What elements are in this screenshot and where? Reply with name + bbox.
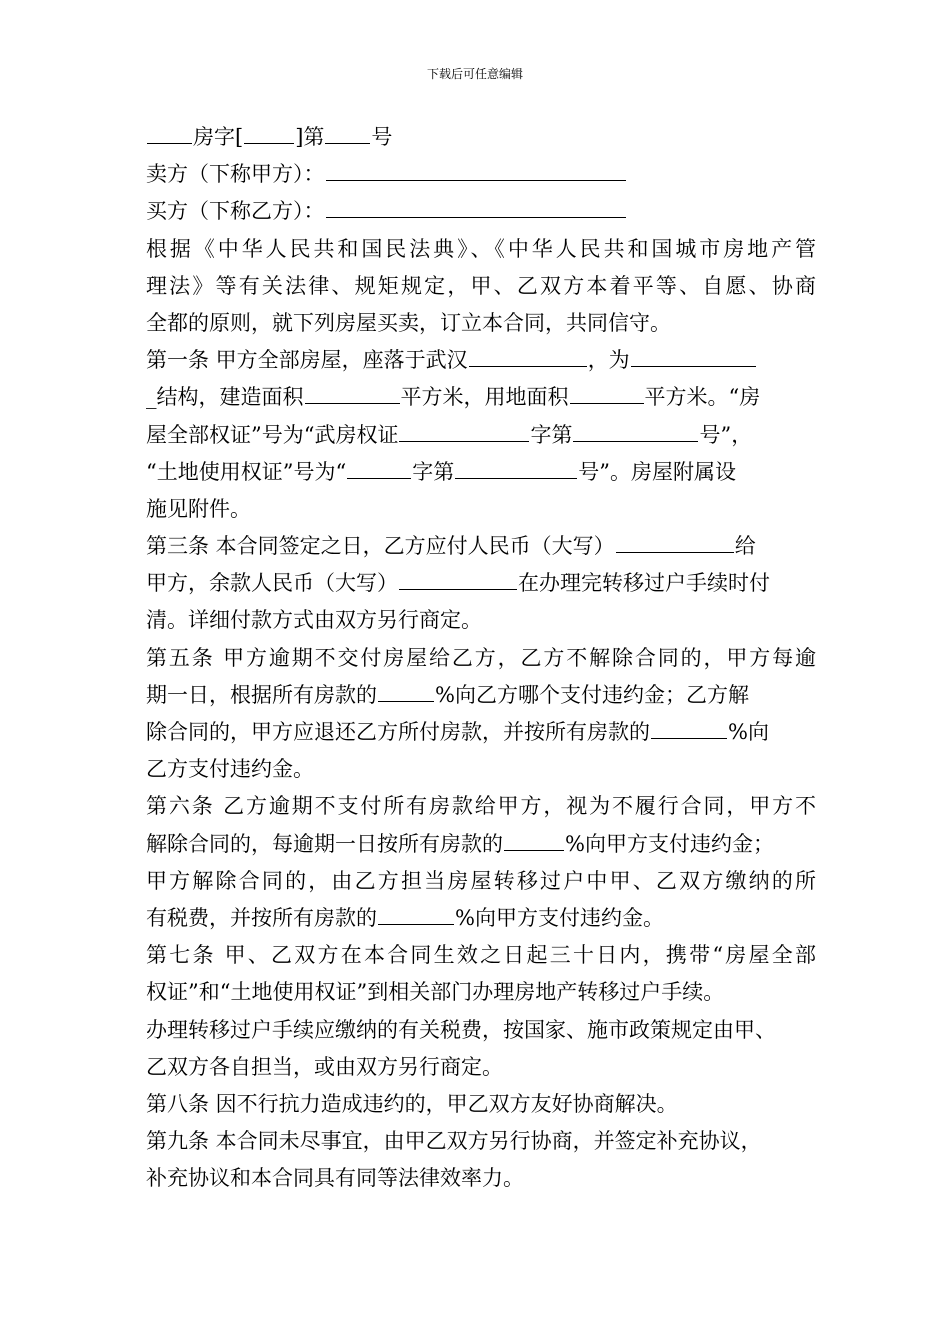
location-field[interactable] — [469, 344, 587, 367]
text: 第三条 本合同签定之日，乙方应付人民币（大写） — [146, 534, 615, 559]
text: “土地使用权证”号为“ — [146, 459, 347, 484]
paragraph-line: 办理转移过户手续应缴纳的有关税费，按国家、施市政策规定由甲、 — [146, 1017, 776, 1042]
text: _结构，建造面积 — [146, 385, 304, 410]
seller-field[interactable] — [326, 158, 626, 181]
page-header-note: 下载后可任意编辑 — [426, 67, 523, 81]
paragraph-line: 第八条 因不行抗力造成违约的，甲乙双方友好协商解决。 — [146, 1091, 678, 1116]
paragraph-line: 清。详细付款方式由双方另行商定。 — [146, 608, 482, 633]
article-1-line — [146, 342, 816, 379]
text: 号 — [371, 125, 393, 149]
text: 甲方，余款人民币（大写） — [146, 571, 398, 596]
seller-line — [146, 156, 816, 193]
text: 字第 — [530, 422, 573, 447]
property-cert-number-field[interactable] — [573, 419, 698, 442]
article-3-line — [146, 565, 816, 602]
land-cert-number-field[interactable] — [455, 456, 577, 479]
penalty-rate-field[interactable] — [378, 902, 454, 925]
buyer-field[interactable] — [326, 195, 626, 218]
text: 号”， — [699, 422, 753, 447]
paragraph-line: 补充协议和本合同具有同等法律效率力。 — [146, 1166, 524, 1191]
paragraph-line: 乙方支付违约金。 — [146, 757, 314, 782]
paragraph-line: 施见附件。 — [146, 496, 251, 521]
text: 有税费，并按所有房款的 — [146, 905, 377, 930]
paragraph-line: 根据《中华人民共和国民法典》、《中华人民共和国城市房地产管 — [146, 236, 816, 261]
text: 平方米，用地面积 — [400, 385, 569, 410]
text: %向甲方支付违约金； — [565, 831, 774, 856]
land-area-field[interactable] — [570, 381, 644, 404]
paragraph-line: 第五条 甲方逾期不交付房屋给乙方，乙方不解除合同的，甲方每逾 — [146, 645, 816, 670]
property-cert-field[interactable] — [399, 419, 529, 442]
text: 屋全部权证”号为“武房权证 — [146, 422, 399, 447]
text: 平方米。“房 — [644, 385, 761, 410]
buyer-label: 买方（下称乙方）： — [146, 199, 325, 224]
penalty-rate-field[interactable] — [378, 679, 434, 702]
penalty-rate-field[interactable] — [504, 828, 564, 851]
text: 期一日，根据所有房款的 — [146, 682, 377, 707]
blank-field[interactable] — [325, 121, 370, 144]
text: %向乙方哪个支付违约金；乙方解 — [435, 682, 749, 707]
paragraph-line: 第六条 乙方逾期不支付所有房款给甲方，视为不履行合同，甲方不 — [146, 794, 816, 819]
text: 房字[ — [193, 125, 244, 149]
paragraph-line: 甲方解除合同的，由乙方担当房屋转移过户中甲、乙双方缴纳的所 — [146, 868, 816, 893]
article-1-line — [146, 379, 816, 416]
text: %向 — [728, 720, 769, 744]
article-3-line — [146, 528, 816, 565]
document-number-line — [146, 119, 816, 156]
article-1-line — [146, 417, 816, 454]
article-1-line — [146, 454, 816, 491]
text: 字第 — [412, 459, 455, 484]
paragraph-line: 理法》等有关法律、规矩规定，甲、乙双方本着平等、自愿、协商 — [146, 273, 816, 298]
paragraph-line: 权证”和“土地使用权证”到相关部门办理房地产转移过户手续。 — [146, 980, 725, 1005]
paragraph-line: 乙双方各自担当，或由双方另行商定。 — [146, 1054, 503, 1079]
text: ，为 — [587, 348, 630, 373]
balance-field[interactable] — [399, 567, 517, 590]
seller-label: 卖方（下称甲方）： — [146, 162, 325, 187]
text: 给 — [734, 534, 756, 559]
article-5-line — [146, 714, 816, 751]
building-area-field[interactable] — [305, 381, 400, 404]
text: %向甲方支付违约金。 — [455, 905, 664, 930]
blank-field[interactable] — [147, 121, 192, 144]
text: 在办理完转移过户手续时付 — [518, 571, 770, 596]
article-6-line — [146, 900, 816, 937]
text: ]第 — [295, 125, 325, 149]
paragraph-line: 全都的原则，就下列房屋买卖，订立本合同，共同信守。 — [146, 310, 671, 335]
article-5-line — [146, 677, 816, 714]
blank-field[interactable] — [244, 121, 294, 144]
paragraph-line: 第七条 甲、乙双方在本合同生效之日起三十日内，携带“房屋全部 — [146, 943, 816, 968]
land-cert-field[interactable] — [347, 456, 411, 479]
contract-body — [146, 119, 816, 1197]
text: 除合同的，甲方应退还乙方所付房款，并按所有房款的 — [146, 720, 650, 744]
buyer-line — [146, 193, 816, 230]
structure-field[interactable] — [631, 344, 756, 367]
penalty-rate-field[interactable] — [651, 716, 727, 739]
text: 号”。房屋附属设 — [578, 459, 736, 484]
text: 第一条 甲方全部房屋，座落于武汉 — [146, 348, 468, 373]
text: 解除合同的，每逾期一日按所有房款的 — [146, 831, 503, 856]
down-payment-field[interactable] — [616, 530, 734, 553]
article-6-line — [146, 826, 816, 863]
paragraph-line: 第九条 本合同未尽事宜，由甲乙双方另行协商，并签定补充协议， — [146, 1129, 762, 1154]
